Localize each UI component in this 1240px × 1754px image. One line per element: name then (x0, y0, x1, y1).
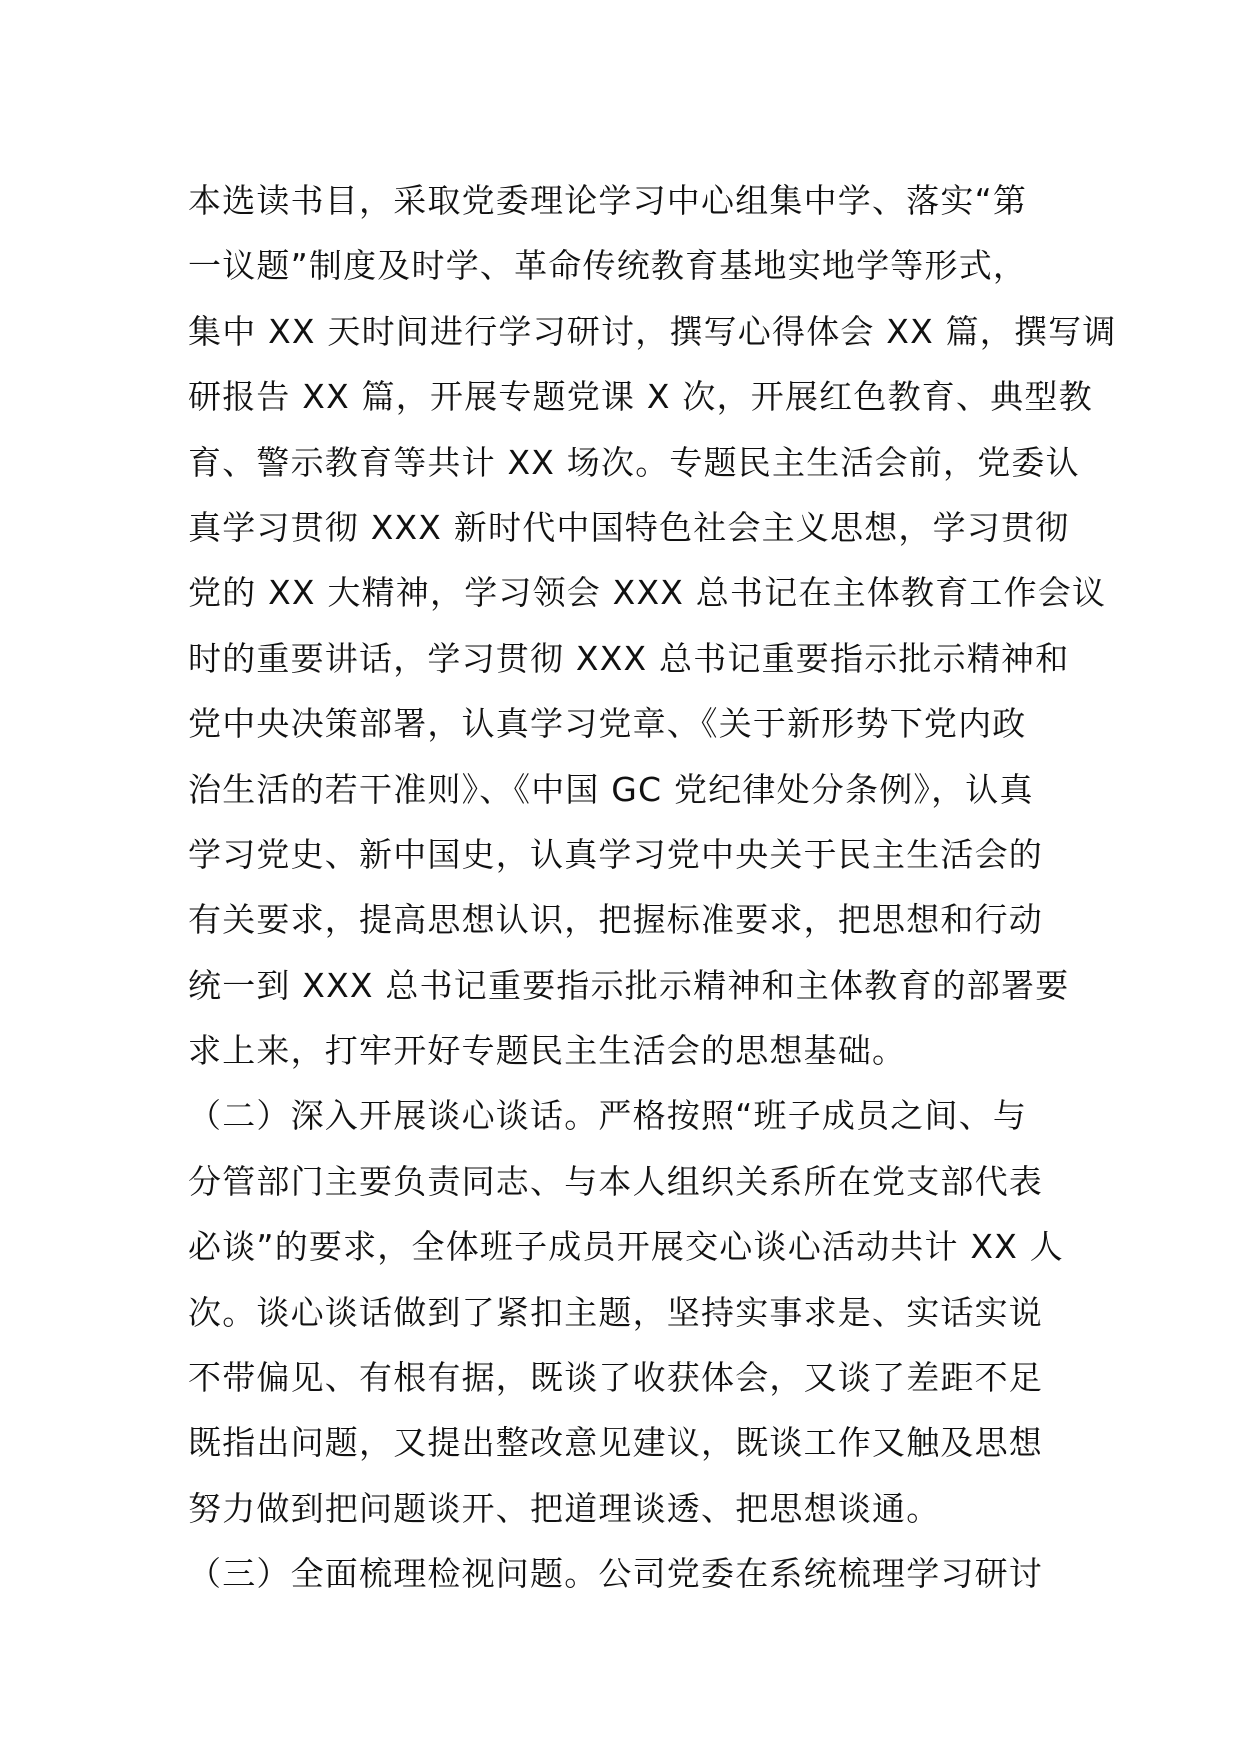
text-line: 分管部门主要负责同志、与本人组织关系所在党支部代表 (188, 1161, 1043, 1201)
text-line: 不带偏见、有根有据，既谈了收获体会，又谈了差距不足 (188, 1358, 1043, 1398)
text-line: 学习党史、新中国史，认真学习党中央关于民主生活会的 (188, 834, 1043, 874)
text-line: 集中 XX 天时间进行学习研讨，撰写心得体会 XX 篇，撰写调 (188, 311, 1117, 351)
text-line: 既指出问题，又提出整改意见建议，既谈工作又触及思想 (188, 1423, 1043, 1463)
body-text (188, 168, 1117, 1607)
text-line: 有关要求，提高思想认识，把握标准要求，把思想和行动 (188, 900, 1043, 940)
text-line: 治生活的若干准则》、《中国 GC 党纪律处分条例》，认真 (188, 769, 1034, 809)
text-line: 育、警示教育等共计 XX 场次。专题民主生活会前，党委认 (188, 442, 1080, 482)
text-line: 时的重要讲话，学习贯彻 XXX 总书记重要指示批示精神和 (188, 638, 1070, 678)
text-line: 真学习贯彻 XXX 新时代中国特色社会主义思想，学习贯彻 (188, 507, 1070, 547)
text-line: 党中央决策部署，认真学习党章、《关于新形势下党内政 (188, 704, 1027, 744)
text-line: 次。谈心谈话做到了紧扣主题，坚持实事求是、实话实说 (188, 1292, 1043, 1332)
text-line: 必谈”的要求，全体班子成员开展交心谈心活动共计 XX 人 (188, 1227, 1064, 1267)
text-line: 党的 XX 大精神，学习领会 XXX 总书记在主体教育工作会议 (188, 573, 1107, 613)
text-line: 研报告 XX 篇，开展专题党课 X 次，开展红色教育、典型教 (188, 377, 1093, 417)
section-heading-line: （二）深入开展谈心谈话。严格按照“班子成员之间、与 (188, 1096, 1028, 1136)
text-line: 一议题”制度及时学、革命传统教育基地实地学等形式， (188, 246, 1028, 286)
text-line: 本选读书目，采取党委理论学习中心组集中学、落实“第 (188, 181, 1028, 220)
text-line: 求上来，打牢开好专题民主生活会的思想基础。 (188, 1031, 907, 1071)
section-heading-line: （三）全面梳理检视问题。公司党委在系统梳理学习研讨 (188, 1554, 1043, 1594)
text-line: 努力做到把问题谈开、把道理谈透、把思想谈通。 (188, 1488, 941, 1528)
text-line: 统一到 XXX 总书记重要指示批示精神和主体教育的部署要 (188, 965, 1070, 1005)
